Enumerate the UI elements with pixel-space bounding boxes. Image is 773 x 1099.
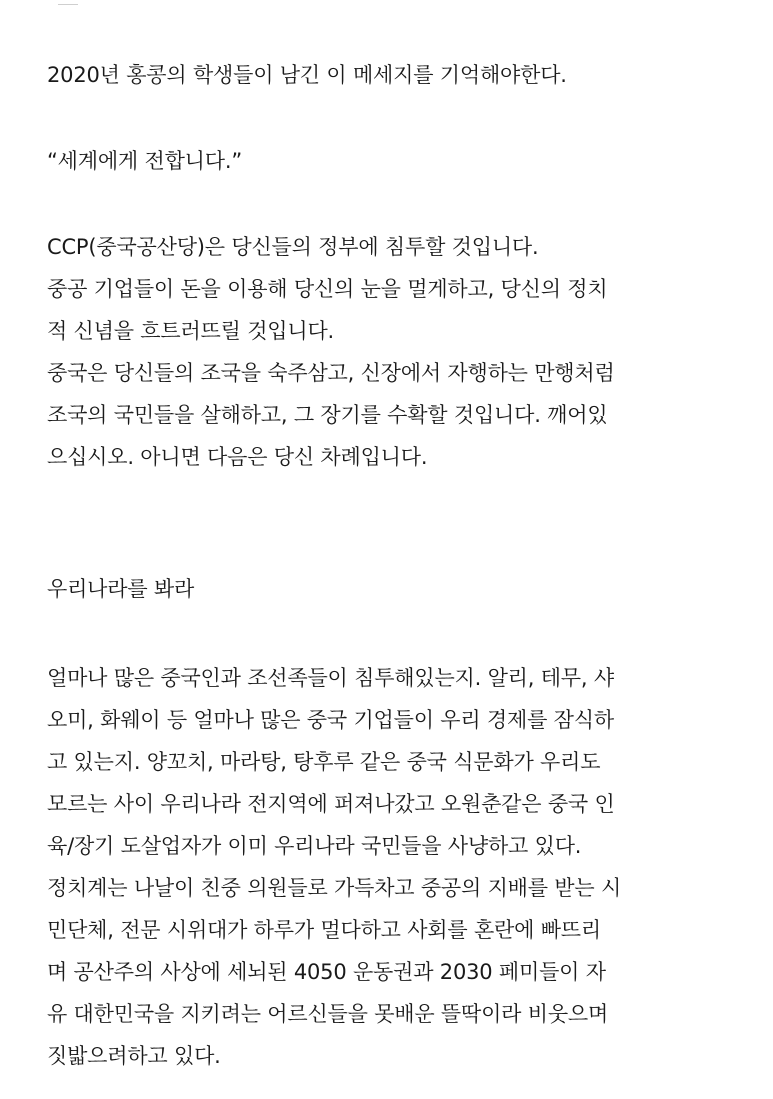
message-line: 중공 기업들이 돈을 이용해 당신의 눈을 멀게하고, 당신의 정치 [47,277,608,301]
quote-title: “세계에게 전합니다.” [47,149,242,173]
body-line: 민단체, 전문 시위대가 하루가 멀다하고 사회를 혼란에 빠뜨리 [47,918,601,942]
body-line: 며 공산주의 사상에 세뇌된 4050 운동권과 2030 페미들이 자 [47,960,606,984]
message-line: 적 신념을 흐트러뜨릴 것입니다. [47,319,335,343]
message-line: 중국은 당신들의 조국을 숙주삼고, 신장에서 자행하는 만행처럼 [47,361,615,385]
intro-text: 2020년 홍콩의 학생들이 남긴 이 메세지를 기억해야한다. [47,63,567,87]
body-line: 육/장기 도살업자가 이미 우리나라 국민들을 사냥하고 있다. [47,834,582,858]
top-crop-mark [58,0,78,5]
body-line: 모르는 사이 우리나라 전지역에 퍼져나갔고 오원춘같은 중국 인 [47,792,615,816]
section-heading: 우리나라를 봐라 [47,577,195,601]
body-line: 유 대한민국을 지키려는 어르신들을 못배운 뜰딱이라 비웃으며 [47,1002,609,1026]
body-line: 얼마나 많은 중국인과 조선족들이 침투해있는지. 알리, 테무, 샤 [47,666,614,690]
message-paragraph [47,226,737,478]
body-line: 고 있는지. 양꼬치, 마라탕, 탕후루 같은 중국 식문화가 우리도 [47,750,601,774]
message-line: 으십시오. 아니면 다음은 당신 차례입니다. [47,445,428,469]
message-line: CCP(중국공산당)은 당신들의 정부에 침투할 것입니다. [47,235,539,259]
body-line: 짓밟으려하고 있다. [47,1044,221,1068]
message-line: 조국의 국민들을 살해하고, 그 장기를 수확할 것입니다. 깨어있 [47,403,608,427]
body-paragraph [47,657,737,1077]
body-line: 오미, 화웨이 등 얼마나 많은 중국 기업들이 우리 경제를 잠식하 [47,708,614,732]
body-line: 정치계는 나날이 친중 의원들로 가득차고 중공의 지배를 받는 시 [47,876,622,900]
